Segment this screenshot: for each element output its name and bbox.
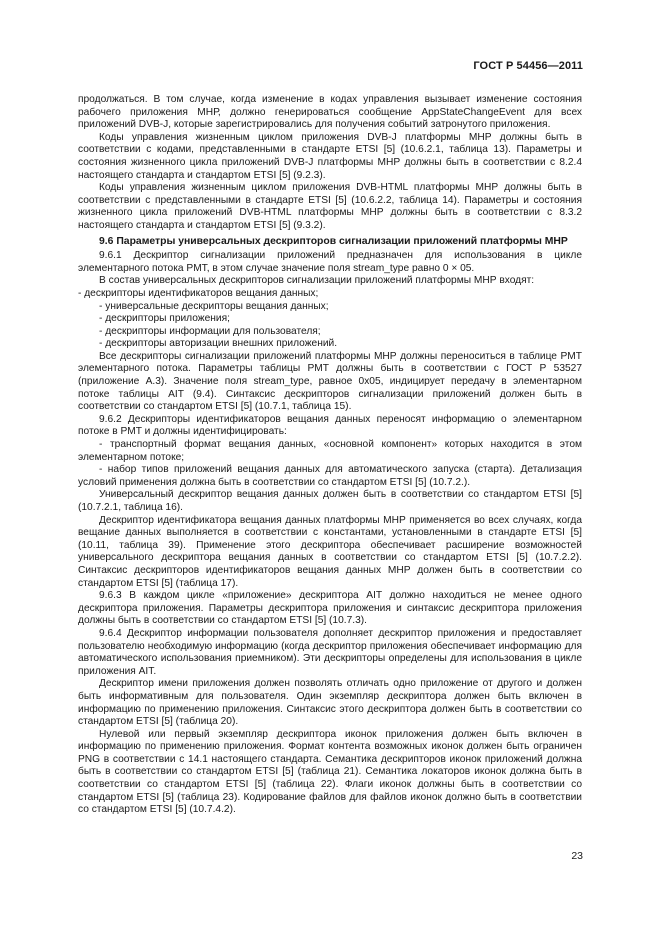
page-number: 23 <box>571 850 583 862</box>
paragraph-9-6-3: 9.6.3 В каждом цикле «приложение» дескриптора AIT должно находиться не менее одного дескриптора приложения. Параметры дескриптора приложения и синтаксис дескриптора приложения должны быть в соответствии со стандартом ETSI [5] (10.7.3). <box>78 590 582 627</box>
list-item: - универсальные дескрипторы вещания данных; <box>78 301 582 314</box>
descriptor-list <box>78 288 582 351</box>
paragraph-name-descriptor: Дескриптор имени приложения должен позволять отличать одно приложение от другого и должен быть информативным для пользователя. Один экземпляр дескриптора должен быть включен в информацию по применению приложения. Синтаксис этого дескриптора должен быть в соответствии со стандартом ETSI [5] (таблица 20). <box>78 678 582 728</box>
section-heading-9-6: 9.6 Параметры универсальных дескрипторов сигнализации приложений платформы МНР <box>99 235 568 247</box>
list-item: - дескрипторы приложения; <box>78 313 582 326</box>
paragraph-9-6-4: 9.6.4 Дескриптор информации пользователя дополняет дескриптор приложения и предоставляет пользователю необходимую информацию (когда дескриптор приложения обеспечивает информацию для автоматического использования приемником). Эти дескрипторы определены для использования в цикле приложения AIT. <box>78 627 582 677</box>
dash-item-set: - набор типов приложений вещания данных для автоматического запуска (старта). Детализация условий применения должна быть в соответствии со стандартом ETSI [5] (10.7.2.). <box>78 464 582 489</box>
paragraph-9-6-1: 9.6.1 Дескриптор сигнализации приложений предназначен для использования в цикле элементарного потока PMT, в этом случае значение поля stream_type равно 0 × 05. <box>78 250 582 274</box>
list-item: - дескрипторы авторизации внешних приложений. <box>78 338 582 351</box>
paragraph-icons-descriptor: Нулевой или первый экземпляр дескриптора иконок приложения должен быть включен в информацию по применению приложения. Формат контента возможных иконок должен быть ограничен PNG в соответствии с 14.1 настоящего стандарта. Семантика дескрипторов иконок приложений должна быть в соответствии со стандартом ETSI [5] (таблица 21). Семантика локаторов иконок должна быть в соответствии со стандартом ETSI [5] (таблица 22). Флаги иконок должны быть в соответствии со стандартом ETSI [5] (таблица 23). Кодирование файлов для файлов иконок должно быть в соответствии со стандартом ETSI [5] (10.7.4.2). <box>78 728 582 816</box>
list-item: - дескрипторы идентификаторов вещания данных; <box>78 288 582 301</box>
paragraph-universal-descriptor: Универсальный дескриптор вещания данных должен быть в соответствии со стандартом ETSI [5] (10.7.2.1, таблица 16). <box>78 489 582 513</box>
paragraph-dvbhtml-codes: Коды управления жизненным циклом приложения DVB-HTML платформы МНР должны быть в соответствии с представленными в стандарте ETSI [5] (10.6.2.2, таблица 14). Параметры и состояния жизненного цикла приложений DVB-HTML платформы МНР должны быть в соответствии с 8.3.2 настоящего стандарта и стандартом ETSI [5] (9.3.2). <box>78 182 582 231</box>
paragraph-composition: В состав универсальных дескрипторов сигнализации приложений платформы МНР входят: <box>99 275 535 287</box>
list-item: - дескрипторы информации для пользователя; <box>78 326 582 339</box>
document-body <box>78 94 582 817</box>
dash-item-transport: - транспортный формат вещания данных, «основной компонент» которых находится в этом элементарном потоке; <box>78 439 582 464</box>
paragraph-continuation: продолжаться. В том случае, когда изменение в кодах управления вызывает изменение состояния рабочего приложения МНР, должно генерироваться сообщение AppStateChangeEvent для всех приложений DVB-J, которые зарегистрировались для получения событий затронутого приложения. <box>78 94 582 131</box>
paragraph-dvbj-codes: Коды управления жизненным циклом приложения DVB-J платформы МНР должны быть в соответствии с кодами, представленными в стандарте ETSI [5] (10.6.2.1, таблица 13). Параметры и состояния жизненного цикла приложений DVB-J платформы МНР должны быть в соответствии с 8.2.4 настоящего стандарта и стандартом ETSI [5] (9.2.3). <box>78 131 582 181</box>
paragraph-all-descriptors: Все дескрипторы сигнализации приложений платформы МНР должны переноситься в таблице PMT элементарного потока. Параметры таблицы PMT должны быть в соответствии с ГОСТ Р 53527 (приложение А.3). Значение поля stream_type, равное 0x05, индицирует передачу в элементарном потоке таблицы AIT (9.4). Синтаксис дескрипторов сигнализации приложений должен быть в соответствии со стандартом ETSI [5] (10.7.1, таблица 15). <box>78 350 582 413</box>
document-header: ГОСТ Р 54456—2011 <box>473 60 583 72</box>
paragraph-9-6-2: 9.6.2 Дескрипторы идентификаторов вещания данных переносят информацию о элементарном потоке в PMT и должны идентифицировать: <box>78 413 582 438</box>
paragraph-identifier-descriptor: Дескриптор идентификатора вещания данных платформы МНР применяется во всех случаях, когда вещание данных выполняется в соответствии с константами, установленными в стандарте ETSI [5] (10.11, таблица 39). Применение этого дескриптора обеспечивает расширение возможностей универсального дескриптора вещания данных в соответствии со стандартом ETSI [5] (10.7.2.2). Синтаксис дескрипторов идентификаторов вещания данных МНР должен быть в соответствии со стандартом ETSI [5] (таблица 17). <box>78 514 582 589</box>
